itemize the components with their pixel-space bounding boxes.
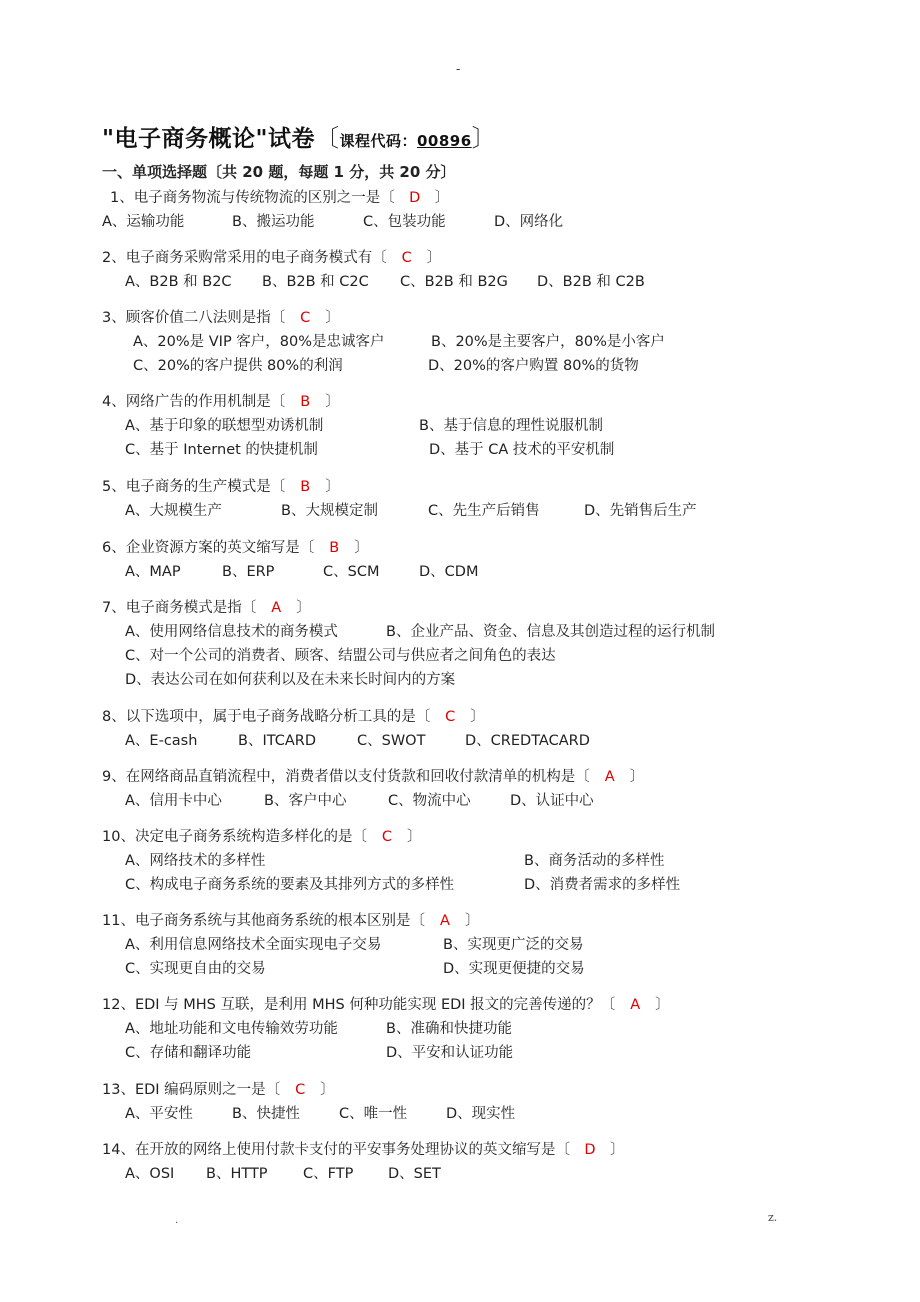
q12-option-b: B、准确和快捷功能 bbox=[386, 1021, 512, 1037]
q12-option-a: A、地址功能和文电传输效劳功能 bbox=[125, 1021, 338, 1037]
q1-option-c: C、包装功能 bbox=[363, 214, 446, 230]
question-3-stem: 3、顾客价值二八法则是指〔 C 〕 bbox=[102, 310, 340, 326]
question-2-stem: 2、电子商务采购常采用的电子商务模式有〔 C 〕 bbox=[102, 250, 442, 266]
q12-option-c: C、存储和翻译功能 bbox=[125, 1045, 252, 1061]
q9-option-c: C、物流中心 bbox=[388, 793, 471, 809]
q11-option-c: C、实现更自由的交易 bbox=[125, 961, 266, 977]
question-5-stem: 5、电子商务的生产模式是〔 B 〕 bbox=[102, 479, 340, 495]
q7-option-c: C、对一个公司的消费者、顾客、结盟公司与供应者之间角色的表达 bbox=[125, 648, 556, 664]
question-9-stem: 9、在网络商品直销流程中，消费者借以支付货款和回收付款清单的机构是〔 A 〕 bbox=[102, 769, 645, 785]
title-open-bracket: 〔 bbox=[314, 124, 340, 152]
q8-option-b: B、ITCARD bbox=[238, 733, 317, 749]
title-close-bracket: 〕 bbox=[471, 124, 497, 152]
q10-option-c: C、构成电子商务系统的要素及其排列方式的多样性 bbox=[125, 877, 455, 893]
q4-option-c: C、基于 Internet 的快捷机制 bbox=[125, 442, 318, 458]
q7-option-b: B、企业产品、资金、信息及其创造过程的运行机制 bbox=[386, 624, 715, 640]
question-10-stem: 10、决定电子商务系统构造多样化的是〔 C 〕 bbox=[102, 829, 422, 845]
q11-option-b: B、实现更广泛的交易 bbox=[443, 937, 584, 953]
answer-13: C bbox=[295, 1082, 306, 1098]
q1-option-b: B、搬运功能 bbox=[232, 214, 315, 230]
q8-option-d: D、CREDTACARD bbox=[465, 733, 590, 749]
q14-option-c: C、FTP bbox=[303, 1166, 354, 1182]
q7-option-a: A、使用网络信息技术的商务模式 bbox=[125, 624, 338, 640]
answer-1: D bbox=[409, 190, 421, 206]
q6-option-a: A、MAP bbox=[125, 564, 181, 580]
q5-option-c: C、先生产后销售 bbox=[428, 503, 540, 519]
question-6-stem: 6、企业资源方案的英文缩写是〔 B 〕 bbox=[102, 540, 369, 556]
answer-11: A bbox=[439, 913, 450, 929]
q10-option-a: A、网络技术的多样性 bbox=[125, 853, 266, 869]
q10-option-b: B、商务活动的多样性 bbox=[524, 853, 665, 869]
q13-option-a: A、平安性 bbox=[125, 1106, 193, 1122]
answer-3: C bbox=[300, 310, 311, 326]
answer-8: C bbox=[445, 709, 456, 725]
q1-option-a: A、运输功能 bbox=[102, 214, 185, 230]
answer-10: C bbox=[381, 829, 393, 845]
q9-option-a: A、信用卡中心 bbox=[125, 793, 222, 809]
question-11-stem: 11、电子商务系统与其他商务系统的根本区别是〔 A 〕 bbox=[102, 913, 480, 929]
page-title bbox=[102, 118, 496, 153]
question-13-stem: 13、EDI 编码原则之一是〔 C 〕 bbox=[102, 1082, 335, 1098]
q14-option-b: B、HTTP bbox=[206, 1166, 268, 1182]
question-7-stem: 7、电子商务模式是指〔 A 〕 bbox=[102, 600, 311, 616]
q2-option-a: A、B2B 和 B2C bbox=[125, 274, 232, 290]
answer-2: C bbox=[401, 250, 412, 266]
q8-option-c: C、SWOT bbox=[357, 733, 426, 749]
question-14-stem: 14、在开放的网络上使用付款卡支付的平安事务处理协议的英文缩写是〔 D 〕 bbox=[102, 1142, 625, 1158]
answer-6: B bbox=[329, 540, 340, 556]
q3-option-a: A、20%是 VIP 客户，80%是忠诚客户 bbox=[133, 334, 385, 350]
q6-option-c: C、SCM bbox=[323, 564, 380, 580]
q13-option-d: D、现实性 bbox=[446, 1106, 516, 1122]
q2-option-c: C、B2B 和 B2G bbox=[400, 274, 508, 290]
q1-option-d: D、网络化 bbox=[494, 214, 564, 230]
q5-option-b: B、大规模定制 bbox=[281, 503, 378, 519]
question-1-stem: 1、电子商务物流与传统物流的区别之一是〔 D 〕 bbox=[110, 190, 450, 206]
section-heading: 一、单项选择题〔共 20 题，每题 1 分，共 20 分〕 bbox=[102, 163, 456, 181]
q13-option-b: B、快捷性 bbox=[232, 1106, 300, 1122]
course-code-label: 课程代码： bbox=[339, 132, 417, 150]
q2-option-b: B、B2B 和 C2C bbox=[262, 274, 369, 290]
q11-option-d: D、实现更便捷的交易 bbox=[443, 961, 585, 977]
header-mark: - bbox=[456, 62, 461, 76]
q4-option-a: A、基于印象的联想型劝诱机制 bbox=[125, 418, 324, 434]
q8-option-a: A、E-cash bbox=[125, 733, 198, 749]
q5-option-d: D、先销售后生产 bbox=[584, 503, 697, 519]
q6-option-b: B、ERP bbox=[222, 564, 275, 580]
answer-14: D bbox=[584, 1142, 596, 1158]
answer-12: A bbox=[630, 997, 641, 1013]
q9-option-b: B、客户中心 bbox=[264, 793, 347, 809]
answer-7: A bbox=[271, 600, 282, 616]
q11-option-a: A、利用信息网络技术全面实现电子交易 bbox=[125, 937, 382, 953]
course-code: 00896 bbox=[416, 132, 472, 150]
question-8-stem: 8、以下选项中，属于电子商务战略分析工具的是〔 C 〕 bbox=[102, 709, 485, 725]
q9-option-d: D、认证中心 bbox=[510, 793, 594, 809]
q4-option-d: D、基于 CA 技术的平安机制 bbox=[429, 442, 615, 458]
q14-option-a: A、OSI bbox=[125, 1166, 175, 1182]
question-12-stem: 12、EDI 与 MHS 互联，是利用 MHS 何种功能实现 EDI 报文的完善传递的？〔 A 〕 bbox=[102, 997, 670, 1013]
footer-left-mark: . bbox=[175, 1215, 179, 1226]
q6-option-d: D、CDM bbox=[419, 564, 479, 580]
answer-9: A bbox=[604, 769, 615, 785]
title-main: "电子商务概论"试卷 bbox=[102, 126, 315, 152]
q7-option-d: D、表达公司在如何获利以及在未来长时间内的方案 bbox=[125, 672, 456, 688]
q2-option-d: D、B2B 和 C2B bbox=[537, 274, 645, 290]
q14-option-d: D、SET bbox=[388, 1166, 441, 1182]
footer-right-mark: z. bbox=[768, 1211, 778, 1224]
q3-option-b: B、20%是主要客户，80%是小客户 bbox=[431, 334, 665, 350]
q3-option-d: D、20%的客户购置 80%的货物 bbox=[428, 358, 639, 374]
answer-5: B bbox=[300, 479, 311, 495]
question-4-stem: 4、网络广告的作用机制是〔 B 〕 bbox=[102, 394, 340, 410]
q4-option-b: B、基于信息的理性说服机制 bbox=[419, 418, 603, 434]
q12-option-d: D、平安和认证功能 bbox=[386, 1045, 514, 1061]
q10-option-d: D、消费者需求的多样性 bbox=[524, 877, 681, 893]
answer-4: B bbox=[300, 394, 311, 410]
q13-option-c: C、唯一性 bbox=[339, 1106, 408, 1122]
q5-option-a: A、大规模生产 bbox=[125, 503, 222, 519]
q3-option-c: C、20%的客户提供 80%的利润 bbox=[133, 358, 343, 374]
